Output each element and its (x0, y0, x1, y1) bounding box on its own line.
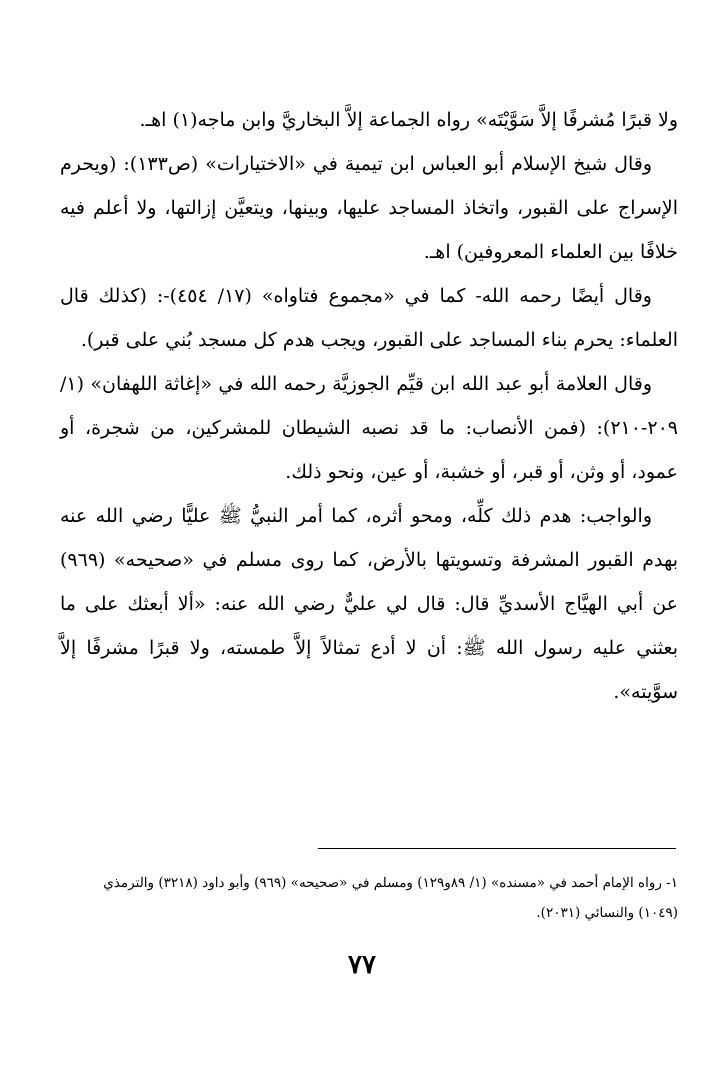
paragraph-5: والواجب: هدم ذلك كلِّه، ومحو أثره، كما أمر النبيُّ ﷺ عليًّا رضي الله عنه بهدم القبور المشرفة وتسويتها بالأرض، كما روى مسلم في «صحيحه» (٩٦٩) عن أبي الهيَّاج الأسديِّ قال: قال لي عليٌّ رضي الله عنه: «ألا أبعثك على ما بعثني عليه رسول الله ﷺ: أن لا أدع تمثالاً إلاَّ طمسته، ولا قبرًا مشرفًا إلاَّ سوَّيته». (60, 505, 678, 703)
paragraph-3: وقال أيضًا رحمه الله- كما في «مجموع فتاواه» (١٧/ ٤٥٤)-: (كذلك قال العلماء: يحرم بناء المساجد على القبور، ويجب هدم كل مسجد بُني على قبر). (60, 285, 678, 351)
paragraph-1: ولا قبرًا مُشرفًا إلاَّ سَوَّيْتَه» رواه الجماعة إلاَّ البخاريَّ وابن ماجه(١) اهـ. (139, 109, 678, 131)
main-text (60, 98, 678, 714)
footnote-1: ١- رواه الإمام أحمد في «مسنده» (١/ ٨٩و١٢٩) ومسلم في «صحيحه» (٩٦٩) وأبو داود (٣٢١٨) والترمذي (١٠٤٩) والنسائي (٢٠٣١). (103, 875, 678, 921)
paragraph-4: وقال العلامة أبو عبد الله ابن قيِّم الجوزيَّة رحمه الله في «إغاثة اللهفان» (١/ ٢٠٩-٢١٠): (فمن الأنصاب: ما قد نصبه الشيطان للمشركين، من شجرة، أو عمود، أو وثن، أو قبر، أو خشبة، أو عين، ونحو ذلك. (60, 373, 678, 483)
footnotes (60, 868, 678, 928)
paragraph-2: وقال شيخ الإسلام أبو العباس ابن تيمية في «الاختيارات» (ص١٣٣): (ويحرم الإسراج على القبور، واتخاذ المساجد عليها، وبينها، ويتعيَّن إزالتها، ولا أعلم فيه خلافًا بين العلماء المعروفين) اهـ. (60, 153, 678, 263)
page-number: ٧٧ (348, 950, 376, 980)
footnote-divider (318, 848, 676, 849)
